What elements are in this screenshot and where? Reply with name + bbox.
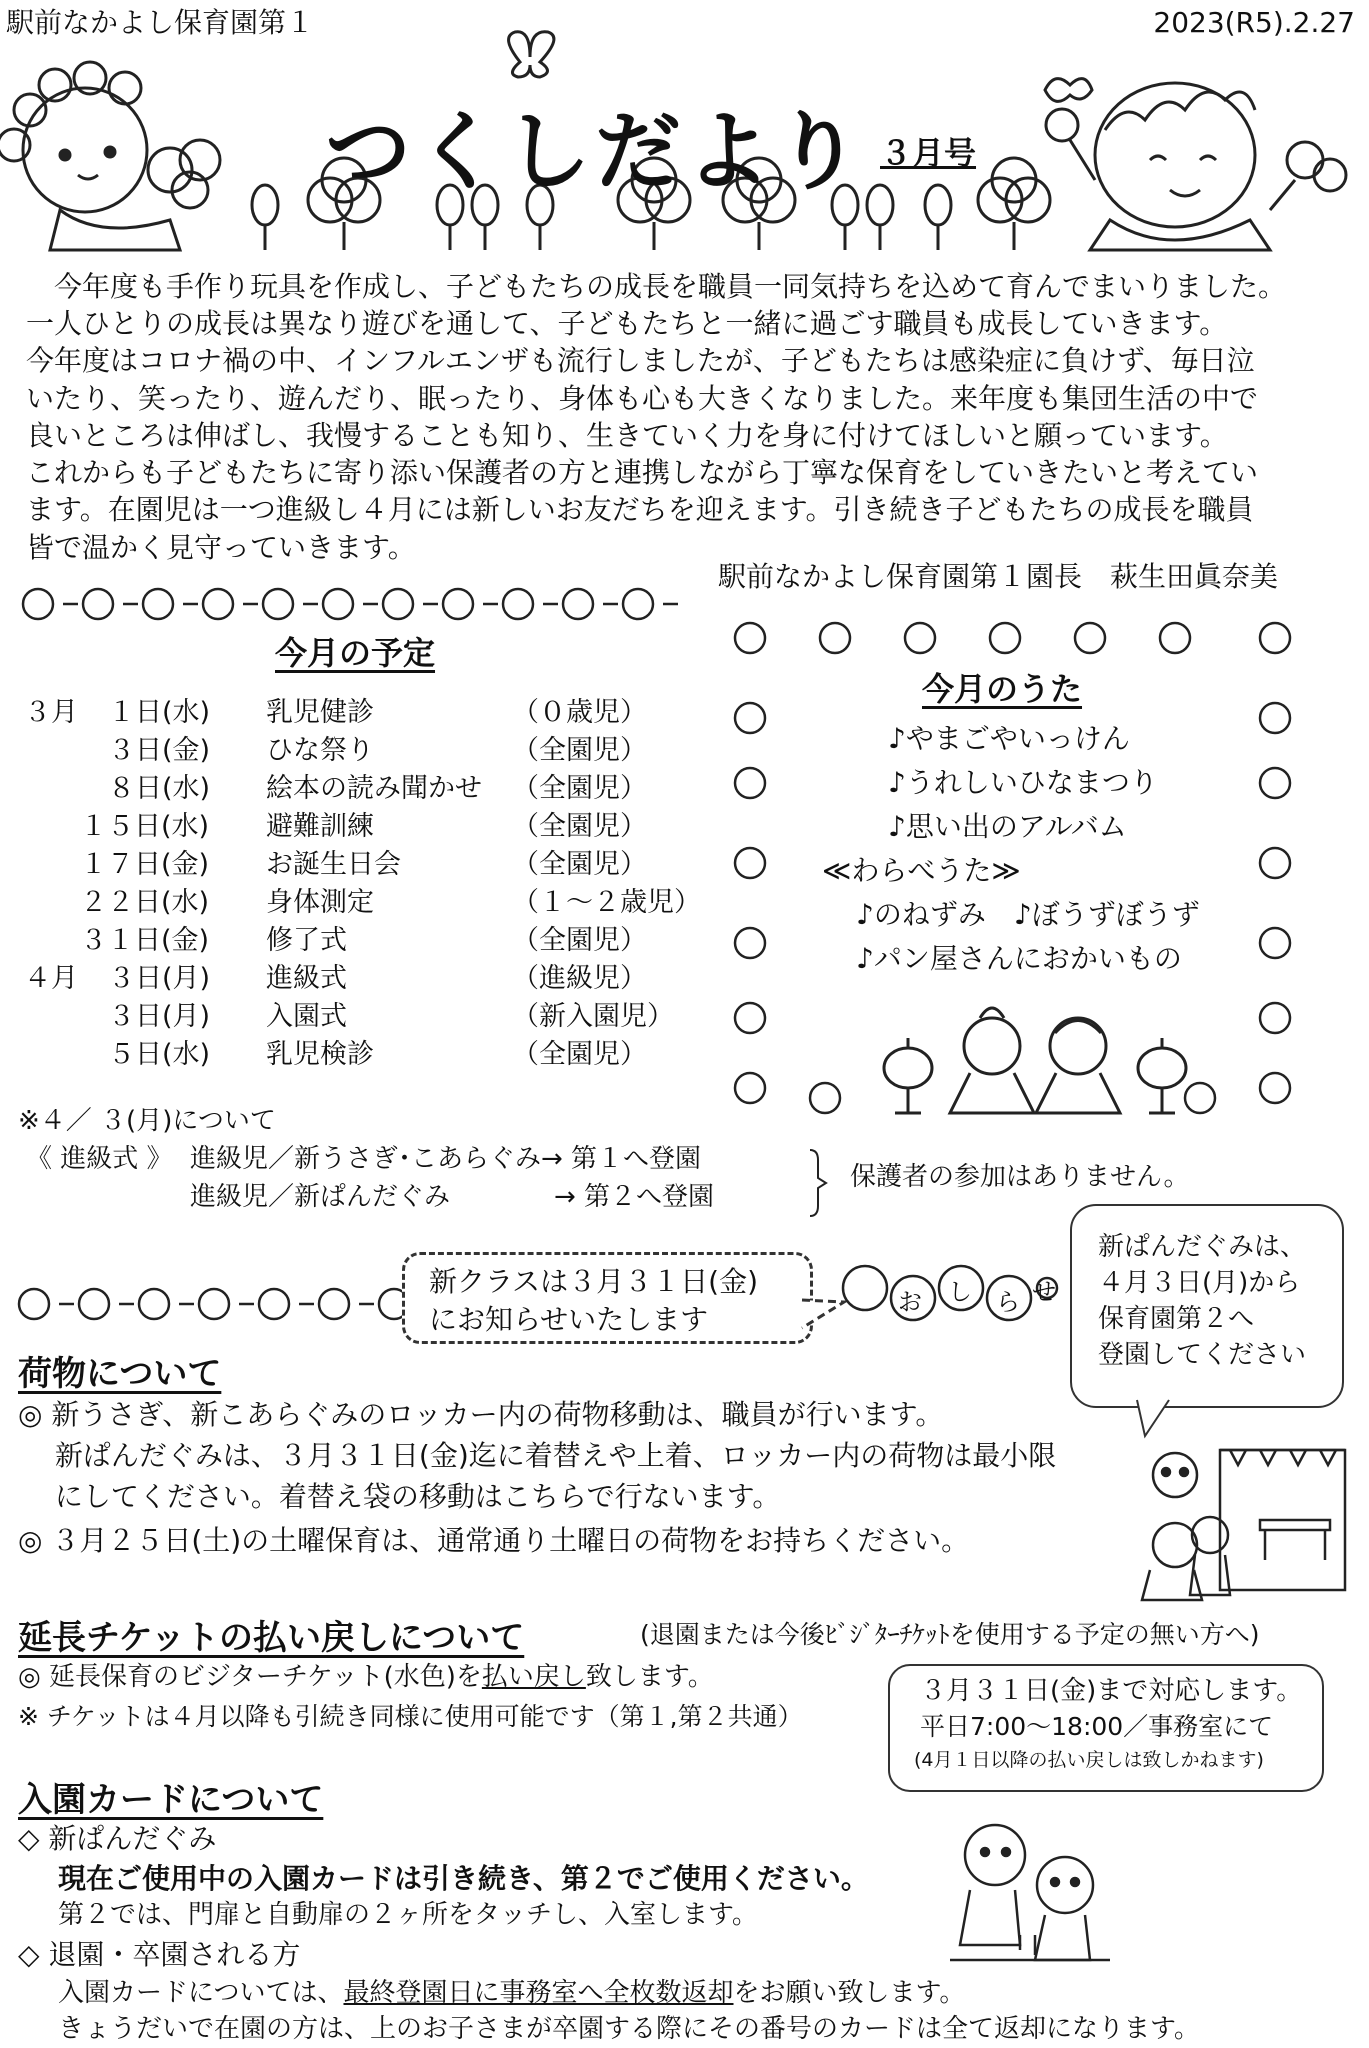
principal-signature: 駅前なかよし保育園第１園長 萩生田眞奈美 [718, 560, 1279, 593]
songs-title: 今月のうた [922, 670, 1083, 708]
refund-hours-box [888, 1664, 1324, 1792]
card-line: きょうだいで在園の方は、上のお子さまが卒園する際にその番号のカードは全て返却になります。 [58, 2014, 1200, 2044]
intro-line: これからも子どもたちに寄り添い保護者の方と連携しながら丁寧な保育をしていきたいと考えてい [26, 456, 1259, 490]
card-line: 第２では、門扉と自動扉の２ヶ所をタッチし、入室します。 [58, 1900, 758, 1930]
notice-line: 登園してください [1098, 1340, 1307, 1370]
schedule-note-line: 進級児／新うさぎ･こあらぐみ→ 第１へ登園 [190, 1144, 702, 1174]
schedule-note-title: ※４／ ３(月)について [18, 1106, 276, 1136]
tickets-line: ◎ 延長保育のビジターチケット(水色)を払い戻し致します。 [18, 1662, 714, 1692]
intro-line: 良いところは伸ばし、我慢することも知り、生きていく力を身に付けてほしいと願っています。 [26, 418, 1228, 452]
notice-line: 新ぱんだぐみは、 [1098, 1232, 1307, 1262]
intro-line: ます。在園児は一つ進級し４月には新しいお友だちを迎えます。引き続き子どもたちの成長を職員 [26, 493, 1254, 527]
kids-planting-illustration [940, 1810, 1120, 1970]
bracket-icon [808, 1148, 828, 1218]
org-name: 駅前なかよし保育園第１ [6, 6, 315, 39]
new-class-notice-bubble [402, 1252, 813, 1344]
decorative-border [18, 584, 698, 624]
intro-line: 皆で温かく見守っていきます。 [26, 530, 416, 564]
intro-line: いたり、笑ったり、遊んだり、眠ったり、身体も心も大きくなりました。来年度も集団生活の中で [26, 381, 1259, 415]
intro-line: 一人ひとりの成長は異なり遊びを通して、子どもたちと一緒に過ごす職員も成長していきます。 [26, 307, 1228, 341]
card-subheading: ◇ 新ぱんだぐみ [18, 1822, 217, 1855]
butterfly-icon [509, 32, 554, 77]
song-item: ♪のねずみ ♪ぼうずぼうず [856, 898, 1200, 931]
notice-line: にお知らせいたします [429, 1303, 709, 1336]
refund-line: ３月３１日(金)まで対応します。 [920, 1676, 1303, 1706]
issue-date: 2023(R5).2.27 [1153, 6, 1355, 39]
newsletter-title: つくしだより [325, 102, 865, 202]
song-category: ≪わらべうた≫ [822, 854, 1021, 887]
tickets-line: ※ チケットは４月以降も引続き同様に使用可能です（第１,第２共通） [18, 1702, 803, 1731]
issue-number: ３月号 [880, 134, 977, 172]
panda-class-bubble [1070, 1204, 1344, 1408]
intro-line: 今年度はコロナ禍の中、インフルエンザも流行しましたが、子どもたちは感染症に負けず、毎日泣 [26, 344, 1255, 378]
schedule-note-line: 進級児／新ぱんだぐみ → 第２へ登園 [190, 1182, 715, 1212]
tickets-title: 延長チケットの払い戻しについて [18, 1618, 525, 1658]
oshirase-char: し [948, 1278, 972, 1306]
notice-line: 保育園第２へ [1098, 1304, 1255, 1334]
schedule-title: 今月の予定 [275, 634, 436, 672]
oshirase-char: お [898, 1288, 922, 1316]
song-item: ♪うれしいひなまつり [888, 766, 1158, 799]
schedule-note-label: 《 進級式 》 [26, 1144, 173, 1174]
girl-illustration [0, 62, 220, 250]
belongings-title: 荷物について [18, 1354, 222, 1394]
refund-line: 平日7:00～18:00／事務室にて [920, 1712, 1274, 1741]
song-item: ♪パン屋さんにおかいもの [856, 942, 1182, 975]
song-item: ♪思い出のアルバム [888, 810, 1127, 843]
entry-card-title: 入園カードについて [18, 1780, 324, 1820]
belongings-line: にしてください。着替え袋の移動はこちらで行ないます。 [18, 1480, 781, 1513]
card-line: 現在ご使用中の入園カードは引き続き、第２でご使用ください。 [58, 1862, 869, 1895]
bubble-tail [1135, 1400, 1175, 1440]
no-parent-notice: 保護者の参加はありません。 [850, 1162, 1190, 1192]
boy-illustration [1045, 79, 1346, 250]
belongings-line: 新ぱんだぐみは、３月３１日(金)迄に着替えや上着、ロッカー内の荷物は最小限 [18, 1439, 1057, 1472]
schedule-table: ３月 １日(水) 乳児健診 （０歳児） ３日(金) ひな祭り （全園児） ８日(水) 絵本の読み聞かせ （全園児） １５日(水) 避難訓練 （全園児） １７日(金) お誕生日会 （全園児） ２２日(水) 身体測定 （１～２歳児） ３１日(金) 修了式 （全園児） ４月 ３日(月) 進級式 （進級児） ３日(月) 入園式 （新入園児） ５日(水) 乳児検診 （全園児） [24, 697, 701, 1070]
belongings-line: ◎ 新うさぎ、新こあらぐみのロッカー内の荷物移動は、職員が行います。 [18, 1398, 944, 1431]
oshirase-char: ら [996, 1288, 1020, 1316]
decorative-border [14, 1284, 414, 1324]
tickets-subtitle: (退園または今後ﾋﾞｼﾞﾀｰﾁｹｯﾄを使用する予定の無い方へ) [640, 1620, 1260, 1649]
notice-line: ４月３日(月)から [1098, 1268, 1301, 1298]
card-line: 入園カードについては、最終登園日に事務室へ全枚数返却をお願い致します。 [58, 1978, 966, 2008]
intro-line: 今年度も手作り玩具を作成し、子どもたちの成長を職員一同気持ちを込めて育んでまいりました。 [26, 270, 1287, 303]
oshirase-char: せ [1032, 1278, 1056, 1306]
hina-dolls-illustration [884, 1008, 1186, 1113]
song-item: ♪やまごやいっけん [888, 722, 1130, 755]
notice-line: 新クラスは３月３１日(金) [429, 1265, 759, 1298]
card-subheading: ◇ 退園・卒園される方 [18, 1938, 301, 1971]
classroom-illustration [1120, 1440, 1350, 1605]
belongings-line: ◎ ３月２５日(土)の土曜保育は、通常通り土曜日の荷物をお持ちください。 [18, 1524, 970, 1557]
intro-paragraph [26, 268, 1286, 566]
refund-line: (4月１日以降の払い戻しは致しかねます) [914, 1749, 1264, 1771]
